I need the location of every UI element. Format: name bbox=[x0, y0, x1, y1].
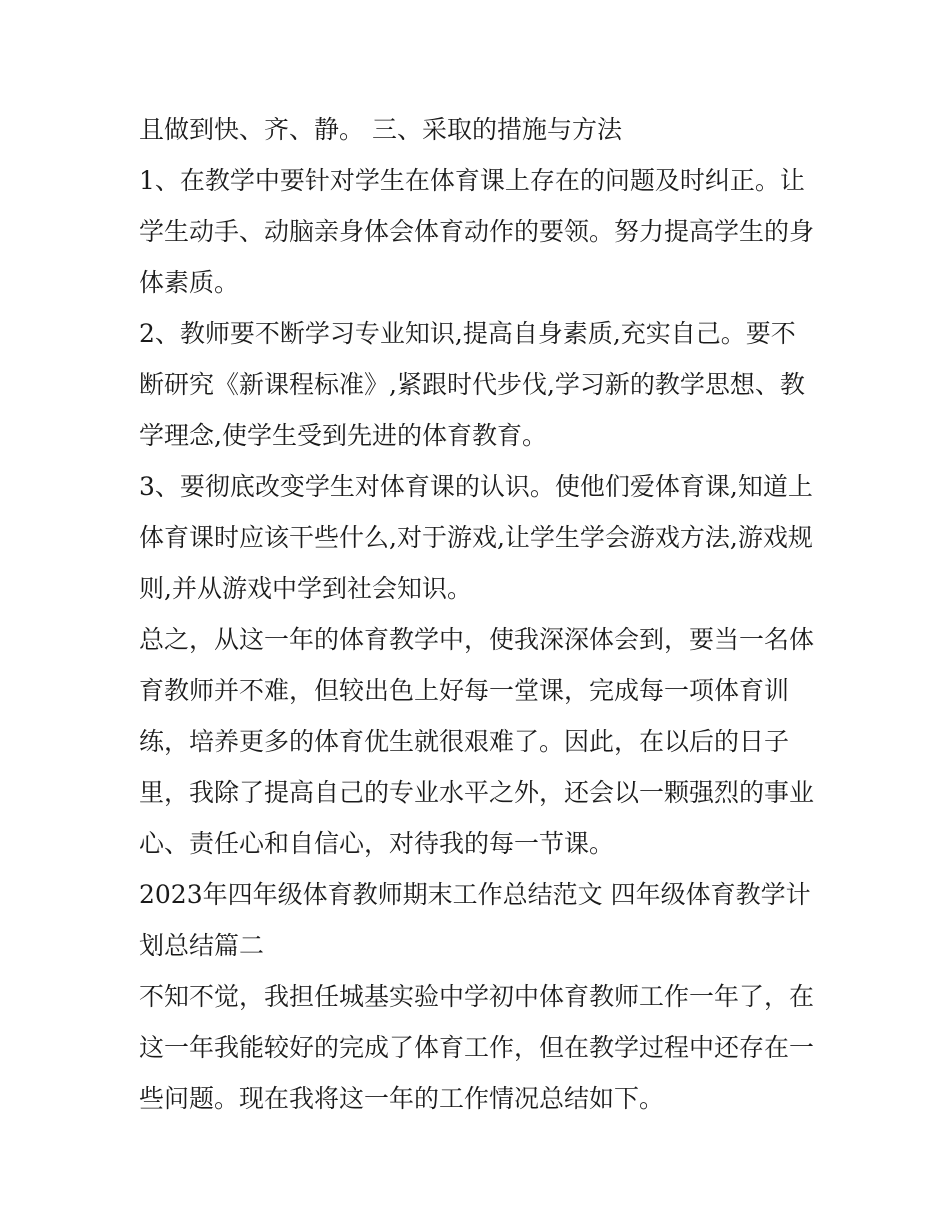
section-title: 2023年四年级体育教师期末工作总结范文 四年级体育教学计划总结篇二 bbox=[139, 880, 811, 960]
paragraph-intro: 不知不觉，我担任城基实验中学初中体育教师工作一年了，在这一年我能较好的完成了体育工作，但在教学过程中还存在一些问题。现在我将这一年的工作情况总结如下。 bbox=[139, 982, 815, 1113]
paragraph-conclusion: 总之，从这一年的体育教学中，使我深深体会到，要当一名体育教师并不难，但较出色上好每一堂课，完成每一项体育训练，培养更多的体育优生就很艰难了。因此，在以后的日子里，我除了提高自己的专业水平之外，还会以一颗强烈的事业心、责任心和自信心，对待我的每一节课。 bbox=[139, 625, 815, 858]
paragraph-measure-3: 3、要彻底改变学生对体育课的认识。使他们爱体育课,知道上体育课时应该干些什么,对于游戏,让学生学会游戏方法,游戏规则,并从游戏中学到社会知识。 bbox=[139, 472, 813, 603]
paragraph-measure-2: 2、教师要不断学习专业知识,提高自身素质,充实自己。要不断研究《新课程标准》,紧跟时代步伐,学习新的教学思想、教学理念,使学生受到先进的体育教育。 bbox=[139, 319, 805, 450]
paragraph-measures-heading: 且做到快、齐、静。 三、采取的措施与方法 bbox=[139, 115, 622, 144]
paragraph-measure-1: 1、在教学中要针对学生在体育课上存在的问题及时纠正。让学生动手、动脑亲身体会体育动作的要领。努力提高学生的身体素质。 bbox=[139, 166, 815, 297]
document-body bbox=[139, 104, 819, 1124]
